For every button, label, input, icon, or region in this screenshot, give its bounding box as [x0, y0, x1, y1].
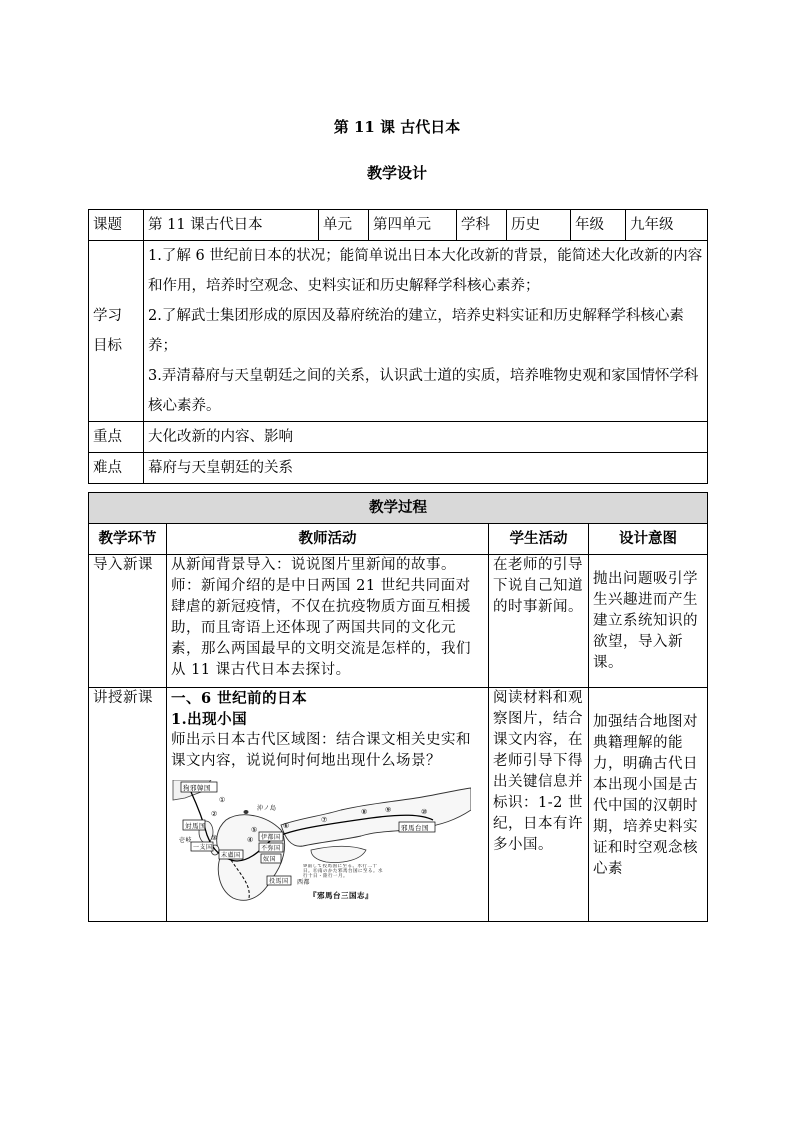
map-label-yamatai: 邪馬台国 — [401, 824, 429, 832]
stage-intro: 导入新课 — [89, 555, 167, 688]
subject-value: 历史 — [507, 210, 571, 241]
subject-label: 学科 — [457, 210, 507, 241]
map-label-tsuma: 投馬国 — [269, 878, 289, 885]
lesson-info-table — [88, 209, 708, 484]
lesson-title: 第 11 课 古代日本 — [333, 118, 461, 136]
goals-label — [89, 241, 144, 422]
goal-1: 1.了解 6 世纪前日本的状况；能简单说出日本大化改新的背景，能简述大化改新的内容和作用，培养时空观念、史料实证和历史解释学科核心素养； — [148, 248, 703, 294]
difficulty-value: 幕府与天皇朝廷的关系 — [144, 453, 708, 484]
map-number-6: ⑥ — [283, 822, 290, 830]
map-label-tsushima: 対馬国 — [185, 822, 206, 830]
process-title: 教学过程 — [89, 493, 708, 524]
map-number-8: ⑧ — [361, 808, 368, 816]
map-label-okinoshima: 沖ノ島 — [257, 805, 277, 812]
unit-value: 第四单元 — [369, 210, 457, 241]
unit-label: 单元 — [319, 210, 369, 241]
table-row — [89, 555, 708, 688]
key-point-value: 大化改新的内容、影响 — [144, 422, 708, 453]
topic-value: 第 11 课古代日本 — [144, 210, 319, 241]
grade-value: 九年级 — [626, 210, 708, 241]
map-caption: 『邪馬台三国志』 — [309, 891, 373, 900]
goal-3: 3.弄清幕府与天皇朝廷之间的关系，认识武士道的实质，培养唯物史观和家国情怀学科核心素养。 — [148, 368, 699, 414]
teacher-activity-text: 师出示日本古代区域图：结合课文相关史实和课文内容，说说何时何地出现什么场景？ — [171, 732, 471, 769]
map-label-iki: 壱岐 — [179, 837, 193, 844]
teacher-activity-new — [167, 688, 489, 922]
map-note: ⑩南して投馬国に至る。水行二十日。⑪南のかた邪馬台国に至る。水行十日・陸行一月。 — [303, 864, 383, 879]
header-intent: 设计意图 — [589, 524, 708, 555]
design-intent-new: 加强结合地图对典籍理解的能力，明确古代日本出现小国是古代中国的汉朝时期，培养史料实证和时空观念核心素 — [589, 688, 708, 922]
goal-2: 2.了解武士集团形成的原因及幕府统治的建立，培养史料实证和历史解释学科核心素养； — [148, 308, 684, 354]
map-label-saito: 西都 — [297, 879, 311, 886]
design-intent-intro: 抛出问题吸引学生兴趣进而产生建立系统知识的欲望，导入新课。 — [589, 555, 708, 688]
map-number-9: ⑨ — [385, 806, 392, 814]
map-number-1: ① — [219, 796, 226, 804]
header-stage: 教学环节 — [89, 524, 167, 555]
map-number-3: ③ — [211, 834, 218, 842]
key-point-label: 重点 — [89, 422, 144, 453]
map-label-ito: 伊都国 — [261, 834, 281, 841]
map-number-4: ④ — [247, 836, 254, 844]
difficulty-label: 难点 — [89, 453, 144, 484]
student-activity-new: 阅读材料和观察图片，结合课文内容，在老师引导下得出关键信息并标识：1-2 世纪，日本有许多小国。 — [489, 688, 589, 922]
map-number-5: ⑤ — [251, 826, 258, 834]
stage-new-lesson: 讲授新课 — [89, 688, 167, 922]
section-heading: 一、6 世纪前的日本 — [171, 690, 308, 707]
grade-label: 年级 — [571, 210, 626, 241]
map-label-fumi: 不弥国 — [261, 845, 281, 852]
goals-label-line1: 学习 — [93, 308, 122, 324]
map-number-7: ⑦ — [321, 816, 328, 824]
learning-goals — [144, 241, 708, 422]
document-subtitle: 教学设计 — [366, 164, 427, 182]
map-label-ikikoku: 一支国 — [193, 844, 213, 851]
topic-label: 课题 — [89, 210, 144, 241]
map-number-2: ② — [211, 810, 218, 818]
teacher-activity-intro: 从新闻背景导入：说说图片里新闻的故事。师：新闻介绍的是中日两国 21 世纪共同面对肆虐的新冠疫情，不仅在抗疫物质方面互相援助，而且寄语上还体现了两国共同的文化元素，那么两国最早的文明交流是怎样的，我们从 11 课古代日本去探讨。 — [167, 555, 489, 688]
teaching-process-table — [88, 492, 708, 922]
map-label-na: 奴国 — [263, 856, 277, 863]
header-teacher: 教师活动 — [167, 524, 489, 555]
header-student: 学生活动 — [489, 524, 589, 555]
subsection-heading: 1.出现小国 — [171, 711, 248, 728]
goals-label-line2: 目标 — [93, 338, 122, 354]
map-number-10: ⑩ — [421, 808, 428, 816]
table-row — [89, 688, 708, 922]
map-label-kuya-kankoku: 狗邪韓国 — [183, 784, 211, 792]
student-activity-intro: 在老师的引导下说自己知道的时事新闻。 — [489, 555, 589, 688]
map-label-matsuro: 末盧国 — [221, 852, 241, 859]
ancient-japan-map — [171, 780, 471, 910]
